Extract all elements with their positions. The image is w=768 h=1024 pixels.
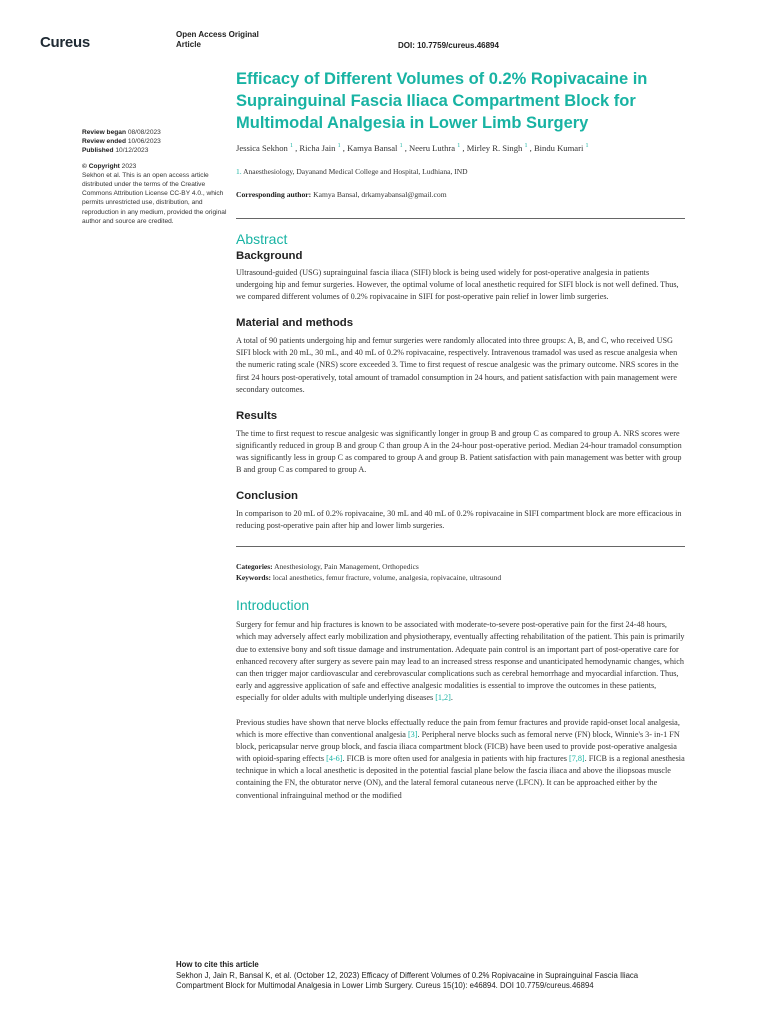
categories: Categories: Anesthesiology, Pain Management, Orthopedics xyxy=(236,562,419,572)
review-began: Review began 08/08/2023 xyxy=(82,129,161,136)
methods-text: A total of 90 patients undergoing hip and femur surgeries were randomly allocated into three groups: A, B, and C, who received USG SIFI block with 20 mL, 30 mL, and 40 mL of 0.2% ropivacaine, respectively. Intravenous tramadol was used as rescue analgesia when the numeric rating scale (NRS) score exceeded 3. Time to first request of rescue analgesic was the primary outcome. NRS scores in the first 24 hours post-operatively, total amount of tramadol consumption in 24 hours, and patient satisfaction with pain management were secondary outcomes. xyxy=(236,336,679,394)
article-main xyxy=(236,68,685,802)
background-text: Ultrasound-guided (USG) suprainguinal fascia iliaca (SIFI) block is being used widely for post-operative analgesia in patients undergoing hip and femur surgeries. However, the optimal volume of local anesthetic required for SIFI block is not well defined. Thus, we compared different volumes of 0.2% ropivacaine in SIFI for post-operative pain relief in lower limb surgeries. xyxy=(236,268,679,302)
author-list: Jessica Sekhon $^1$ , Richa Jain $^1$ , Kamya Bansal $^1$ , Neeru Luthra $^1$ , Mirley R. Singh $^1$ , Bindu Kumari $^1$ xyxy=(236,143,589,153)
author[interactable]: Bindu Kumari $^1$ xyxy=(533,143,589,153)
citation-text: Sekhon J, Jain R, Bansal K, et al. (October 12, 2023) Efficacy of Different Volumes of 0.2% Ropivacaine in Suprainguinal Fascia Iliaca Compartment Block for Multimodal Analgesia in Lower Limb Surgery. Cureus 15(10): e46894. DOI 10.7759/cureus.46894 xyxy=(176,971,639,990)
how-to-cite-heading: How to cite this article xyxy=(176,960,259,969)
article-type-label: Open Access Original Article xyxy=(176,30,259,49)
author[interactable]: Mirley R. Singh $^1$ xyxy=(466,143,528,153)
author[interactable]: Jessica Sekhon $^1$ xyxy=(236,143,293,153)
divider xyxy=(236,546,685,547)
abstract-heading: Abstract xyxy=(236,231,288,247)
doi-link[interactable]: DOI: 10.7759/cureus.46894 xyxy=(398,41,499,50)
introduction-heading: Introduction xyxy=(236,597,310,614)
introduction-paragraph: Previous studies have shown that nerve blocks effectually reduce the pain from femur fractures and provide rapid-onset local analgesia, which is more effective than conventional analgesia [3]. Peripheral nerve blocks such as femoral nerve (FN) block, Winnie's 3- in-1 FN block, pericapsular nerve group block, and fascia iliaca compartment block (FICB) have been used to provide post-operative analgesia with opioid-sparing effects [4-6]. FICB is more often used for analgesia in patients with hip fractures [7,8]. FICB is a regional anesthesia technique in which a local anesthetic is deposited in the potential fascial plane below the fascia iliaca and above the iliopsoas muscle containing the FN, the obturator nerve (ON), and the lateral femoral cutaneous nerve (LFCN). It can be approached either by the conventional infrainguinal method or the modified xyxy=(236,717,685,800)
background-heading: Background xyxy=(236,250,303,262)
citation-link[interactable]: [4-6] xyxy=(326,754,343,764)
author[interactable]: Richa Jain $^1$ xyxy=(299,143,341,153)
article-meta xyxy=(236,561,685,583)
citation-link[interactable]: [3] xyxy=(407,730,418,740)
article-title: Efficacy of Different Volumes of 0.2% Ropivacaine in Suprainguinal Fascia Iliaca Compartment Block for Multimodal Analgesia in Lower Limb Surgery xyxy=(236,70,648,132)
citation-footer xyxy=(176,960,676,991)
introduction-paragraph: Surgery for femur and hip fractures is known to be associated with moderate-to-severe post-operative pain for the first 24-48 hours, which may adversely affect early mobilization and physiotherapy, eventually affecting rehabilitation of the patient. This pain is primarily due to extensive bony and soft tissue damage and instrumentation. Adequate pain control is an important part of post-operative care for enhanced recovery after surgery as severe pain may lead to an increased stress response and unanticipated hemodynamic changes, which can then trigger major cardiovascular and cerebrovascular complications such as cerebral hemorrhage and myocardial infarction. Thus, early and aggressive application of safe and effective analgesic modalities is essential to improve the outcomes in these patients, especially for older adults with multiple underlying diseases [1,2]. xyxy=(236,620,685,702)
methods-heading: Material and methods xyxy=(236,317,354,330)
license-text: Sekhon et al. This is an open access article distributed under the terms of the Creative Commons Attribution License CC-BY 4.0., which permits unrestricted use, distribution, and reproduction in any medium, provided the original author and source are credited. xyxy=(82,171,227,225)
cureus-logo[interactable]: Cureus xyxy=(40,34,90,51)
affiliation: 1. Anaesthesiology, Dayanand Medical College and Hospital, Ludhiana, IND xyxy=(236,167,468,176)
results-heading: Results xyxy=(236,409,278,422)
published-date: Published 10/12/2023 xyxy=(82,147,149,155)
review-ended: Review ended 10/06/2023 xyxy=(82,138,161,146)
keywords: Keywords: local anesthetics, femur fracture, volume, analgesia, ropivacaine, ultrasound xyxy=(236,573,502,583)
citation-link[interactable]: [7,8] xyxy=(568,754,585,764)
results-text: The time to first request to rescue analgesic was significantly longer in group B and group C as compared to group A. NRS scores were significantly reduced in group B and group C than group A in the 24-hour post-operative period. Median 24-hour tramadol consumption was significantly less in group C as compared to group A and group B. Patient satisfaction with pain management was better with group B and group C as compared to group A. xyxy=(236,428,682,475)
author[interactable]: Kamya Bansal $^1$ xyxy=(347,143,403,153)
corresponding-author: Corresponding author: Kamya Bansal, drkamyabansal@gmail.com xyxy=(236,190,447,199)
article-info-sidebar xyxy=(82,128,230,226)
citation-link[interactable]: [1,2] xyxy=(435,692,451,702)
author[interactable]: Neeru Luthra $^1$ xyxy=(409,143,461,153)
copyright: © Copyright 2023 xyxy=(82,162,137,170)
conclusion-text: In comparison to 20 mL of 0.2% ropivacaine, 30 mL and 40 mL of 0.2% ropivacaine in SIFI compartment block are more efficacious in reducing post-operative pain after hip and lower limb surgeries. xyxy=(236,509,682,531)
divider xyxy=(236,218,685,219)
conclusion-heading: Conclusion xyxy=(236,490,299,503)
